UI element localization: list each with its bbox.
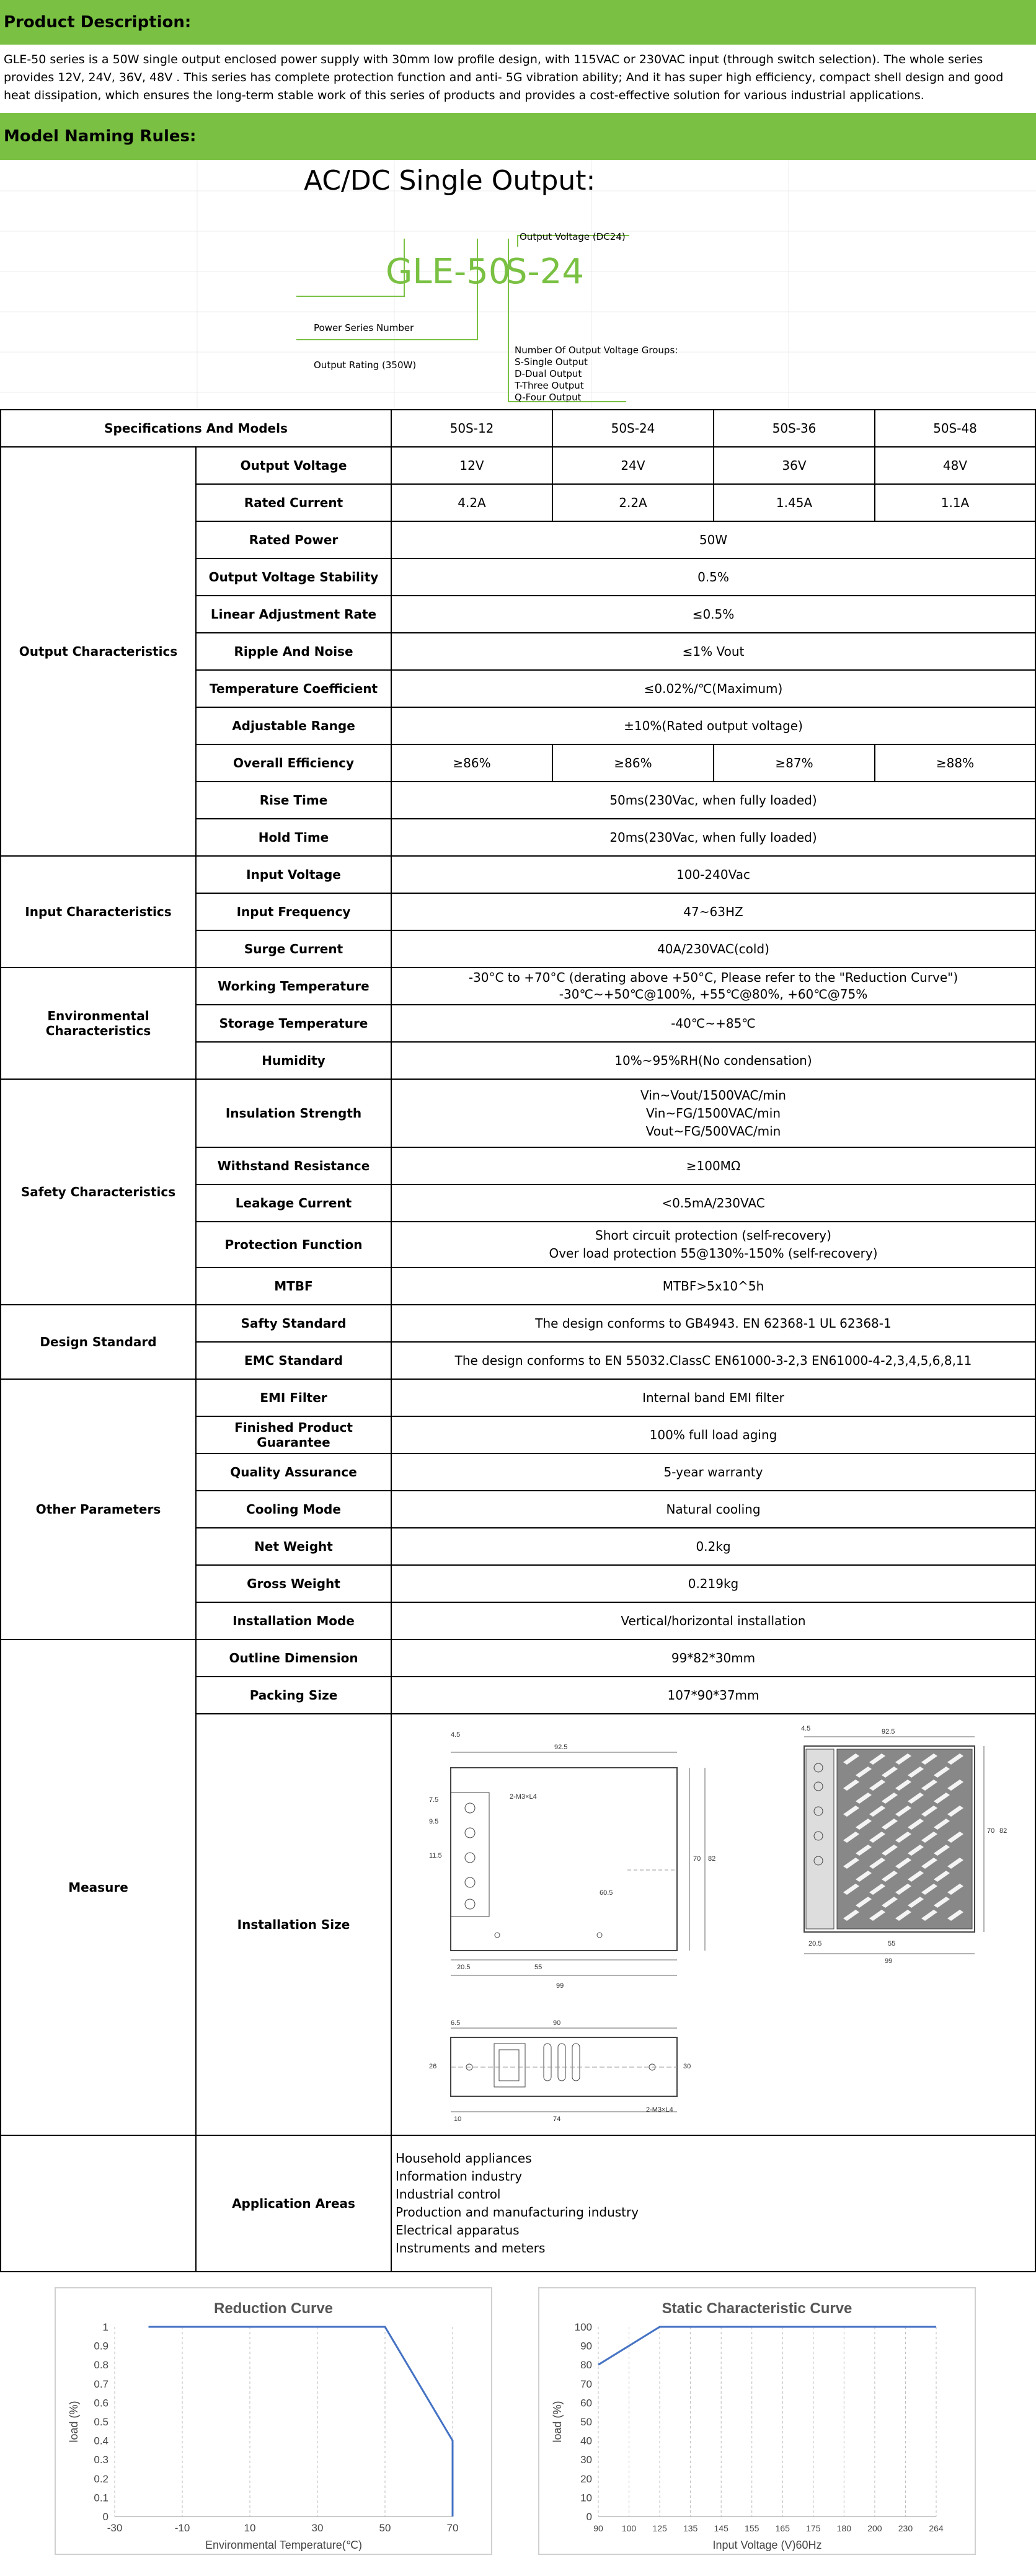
model-naming-heading [0, 113, 1036, 160]
dim-label: 92.5 [554, 1744, 568, 1751]
application-item: Electrical apparatus [396, 2223, 520, 2238]
x-tick-label: 165 [775, 2523, 790, 2533]
groups-line: T-Three Output [515, 380, 584, 391]
y-tick-label: 1 [102, 2321, 108, 2333]
dim-label: 30 [683, 2063, 691, 2070]
x-tick-label: -30 [107, 2522, 123, 2534]
dim-label: 20.5 [457, 1964, 471, 1971]
cell-value: 10%~95%RH(No condensation) [391, 1042, 1035, 1079]
cell-line: -30°C to +70°C (derating above +50°C, Please refer to the "Reduction Curve") [468, 970, 959, 985]
cell-value: 99*82*30mm [391, 1639, 1035, 1677]
dim-label: 60.5 [600, 1889, 613, 1897]
row-label: Ripple And Noise [196, 633, 391, 670]
dim-label: 90 [553, 2019, 561, 2027]
x-axis-label: Environmental Temperature(℃) [205, 2539, 362, 2551]
cell-value: 50ms(230Vac, when fully loaded) [391, 782, 1035, 819]
table-row [1, 447, 1035, 484]
application-item: Household appliances [396, 2151, 532, 2166]
row-label: Gross Weight [196, 1565, 391, 1602]
chart-title: Reduction Curve [213, 2300, 334, 2317]
x-tick-label: 175 [806, 2523, 821, 2533]
cell-line: Vout~FG/500VAC/min [645, 1123, 781, 1139]
cell-value: ≥88% [875, 744, 1035, 782]
output-voltage-label: Output Voltage (DC24) [520, 231, 626, 242]
row-label: Overall Efficiency [196, 744, 391, 782]
output-groups-list [515, 345, 678, 404]
x-tick-label: -10 [174, 2522, 190, 2534]
groups-line: Q-Four Output [515, 392, 582, 403]
x-tick-label: 50 [379, 2522, 391, 2534]
row-label: Surge Current [196, 930, 391, 968]
cell-value: 24V [552, 447, 714, 484]
spec-header-label: Specifications And Models [1, 410, 391, 447]
row-label: Protection Function [196, 1222, 391, 1268]
cell-value: 2.2A [552, 484, 714, 521]
cell-line: -30℃~+50℃@100%, +55℃@80%, +60℃@75% [559, 987, 868, 1002]
cell-value [391, 968, 1035, 1005]
cell-value: 20ms(230Vac, when fully loaded) [391, 819, 1035, 856]
cell-value: ≥87% [714, 744, 875, 782]
row-label: Packing Size [196, 1677, 391, 1714]
x-tick-label: 70 [446, 2522, 459, 2534]
y-tick-label: 0.9 [94, 2340, 108, 2352]
y-tick-label: 0.6 [94, 2397, 108, 2409]
table-row [1, 968, 1035, 1005]
product-description-heading [0, 0, 1036, 45]
cell-value: 4.2A [391, 484, 552, 521]
x-tick-label: 100 [621, 2523, 637, 2533]
naming-title: AC/DC Single Output: [304, 165, 596, 196]
cell-value [391, 1079, 1035, 1147]
cell-value: Internal band EMI filter [391, 1379, 1035, 1416]
cell-value: The design conforms to GB4943. EN 62368-1 UL 62368-1 [391, 1305, 1035, 1342]
cell-value: 40A/230VAC(cold) [391, 930, 1035, 968]
cell-value: 47~63HZ [391, 893, 1035, 930]
model-code-series: GLE-50 [386, 252, 511, 292]
chart-title: Static Characteristic Curve [662, 2300, 852, 2317]
row-label: Working Temperature [196, 968, 391, 1005]
dim-label: 20.5 [808, 1940, 822, 1947]
series-line [598, 2327, 936, 2365]
dim-label: 9.5 [429, 1818, 439, 1825]
row-label: Output Voltage [196, 447, 391, 484]
front-view-drawing [429, 1731, 715, 1990]
cell-value: 1.45A [714, 484, 875, 521]
installation-drawings [392, 1715, 1032, 2134]
row-label: EMI Filter [196, 1379, 391, 1416]
y-tick-label: 0.1 [94, 2492, 108, 2504]
cell-value: 5-year warranty [391, 1453, 1035, 1491]
cell-value: 36V [714, 447, 875, 484]
dim-label: 11.5 [429, 1852, 442, 1859]
naming-diagram [0, 160, 1036, 409]
cell-value: 48V [875, 447, 1035, 484]
row-label: Application Areas [196, 2135, 391, 2272]
row-label: Input Frequency [196, 893, 391, 930]
model-naming-heading-text: Model Naming Rules: [4, 127, 197, 146]
dim-label: 99 [556, 1982, 564, 1990]
cell-value [391, 1222, 1035, 1268]
row-label: Leakage Current [196, 1184, 391, 1222]
category-input: Input Characteristics [1, 856, 196, 968]
dim-label: 92.5 [882, 1728, 895, 1736]
x-tick-label: 180 [836, 2523, 852, 2533]
reduction-curve-svg [56, 2288, 491, 2554]
x-tick-label: 90 [593, 2523, 603, 2533]
cell-value: ≥86% [552, 744, 714, 782]
cell-line: Vin~Vout/1500VAC/min [640, 1087, 786, 1103]
row-label: Output Voltage Stability [196, 558, 391, 596]
row-label: EMC Standard [196, 1342, 391, 1379]
row-label: Withstand Resistance [196, 1147, 391, 1184]
model-50s-12: 50S-12 [391, 410, 552, 447]
y-tick-label: 0.7 [94, 2378, 108, 2390]
row-label: Installation Size [196, 1714, 391, 2135]
groups-line: S-Single Output [515, 356, 588, 368]
cell-value: The design conforms to EN 55032.ClassC EN61000-3-2,3 EN61000-4-2,3,4,5,6,8,11 [391, 1342, 1035, 1379]
row-label: Input Voltage [196, 856, 391, 893]
output-rating-label: Output Rating (350W) [314, 359, 417, 371]
cell-line: Vin~FG/1500VAC/min [645, 1105, 781, 1121]
x-tick-label: 10 [244, 2522, 256, 2534]
model-code-output: S-24 [505, 252, 585, 292]
dim-label: 6.5 [451, 2019, 461, 2027]
dim-label: 10 [454, 2115, 462, 2123]
y-tick-label: 100 [574, 2321, 592, 2333]
y-tick-label: 0.4 [94, 2435, 108, 2447]
table-row [1, 1379, 1035, 1416]
table-row [1, 2135, 1035, 2272]
cell-line: Short circuit protection (self-recovery) [595, 1228, 831, 1243]
cell-value: Vertical/horizontal installation [391, 1602, 1035, 1639]
category-design: Design Standard [1, 1305, 196, 1379]
category-environment: Environmental Characteristics [1, 968, 196, 1079]
category-other: Other Parameters [1, 1379, 196, 1639]
groups-line: D-Dual Output [515, 368, 582, 379]
x-tick-label: 230 [898, 2523, 913, 2533]
category-safety: Safety Characteristics [1, 1079, 196, 1305]
dim-label: 74 [553, 2115, 561, 2123]
reduction-curve-chart [55, 2287, 492, 2555]
x-tick-label: 125 [652, 2523, 667, 2533]
y-tick-label: 40 [580, 2435, 592, 2447]
row-label: Quality Assurance [196, 1453, 391, 1491]
row-label: Rise Time [196, 782, 391, 819]
row-label: Hold Time [196, 819, 391, 856]
static-characteristic-chart [538, 2287, 976, 2555]
model-50s-48: 50S-48 [875, 410, 1035, 447]
y-tick-label: 10 [580, 2492, 592, 2504]
row-label: Storage Temperature [196, 1005, 391, 1042]
dim-label: 82 [708, 1855, 716, 1863]
model-50s-24: 50S-24 [552, 410, 714, 447]
application-list [391, 2135, 1035, 2272]
cell-value: ≤0.02%/℃(Maximum) [391, 670, 1035, 707]
cell-value: 0.2kg [391, 1528, 1035, 1565]
x-tick-label: 30 [311, 2522, 324, 2534]
row-label: Finished Product Guarantee [196, 1416, 391, 1453]
cell-value: 0.5% [391, 558, 1035, 596]
dim-label: 99 [885, 1957, 893, 1965]
row-label: MTBF [196, 1268, 391, 1305]
power-series-label: Power Series Number [314, 322, 414, 333]
category-empty [1, 2135, 196, 2272]
cell-value: 12V [391, 447, 552, 484]
dim-label: 7.5 [429, 1796, 439, 1804]
cell-value: 0.219kg [391, 1565, 1035, 1602]
y-axis-label: load (%) [551, 2401, 564, 2443]
static-characteristic-svg [539, 2288, 975, 2554]
cell-value: ≥86% [391, 744, 552, 782]
category-output: Output Characteristics [1, 447, 196, 856]
y-tick-label: 0.8 [94, 2359, 108, 2371]
application-item: Production and manufacturing industry [396, 2205, 639, 2220]
cell-value: MTBF>5x10^5h [391, 1268, 1035, 1305]
row-label: Installation Mode [196, 1602, 391, 1639]
product-description-heading-text: Product Description: [4, 13, 192, 32]
dim-label: 4.5 [451, 1731, 461, 1739]
cell-value: 100-240Vac [391, 856, 1035, 893]
y-tick-label: 0 [586, 2511, 592, 2523]
y-tick-label: 70 [580, 2378, 592, 2390]
row-label: Insulation Strength [196, 1079, 391, 1147]
application-item: Information industry [396, 2169, 523, 2184]
dim-label: 82 [999, 1827, 1007, 1835]
cell-value: 107*90*37mm [391, 1677, 1035, 1714]
row-label: Adjustable Range [196, 707, 391, 744]
y-tick-label: 0.3 [94, 2454, 108, 2466]
dim-label: 4.5 [801, 1725, 811, 1732]
row-label: Cooling Mode [196, 1491, 391, 1528]
row-label: Rated Current [196, 484, 391, 521]
table-row [1, 1305, 1035, 1342]
y-tick-label: 60 [580, 2397, 592, 2409]
row-label: Linear Adjustment Rate [196, 596, 391, 633]
cell-value: 1.1A [875, 484, 1035, 521]
groups-line: Number Of Output Voltage Groups: [515, 345, 678, 356]
row-label: Rated Power [196, 521, 391, 558]
y-tick-label: 0 [102, 2511, 108, 2523]
product-description-text: GLE-50 series is a 50W single output enclosed power supply with 30mm low profile design, with 115VAC or 230VAC input (through switch selection). The whole series provides 12V, 24V, 36V, 48V . This series has complete protection function and anti- 5G vibration ability; And it has super high efficiency, compact shell design and good heat dissipation, which ensures the long-term stable work of this series of products and provides a cost-effective solution for various industrial applications. [4, 53, 1004, 102]
x-tick-label: 145 [714, 2523, 728, 2533]
cell-line: Over load protection 55@130%-150% (self-recovery) [549, 1246, 878, 1261]
installation-drawings-cell [391, 1714, 1035, 2135]
row-label: Safty Standard [196, 1305, 391, 1342]
vent-view-drawing [801, 1725, 1007, 1965]
cell-value: 50W [391, 521, 1035, 558]
model-50s-36: 50S-36 [714, 410, 875, 447]
dim-label: 70 [987, 1827, 995, 1835]
dim-label: 55 [534, 1964, 542, 1971]
row-label: Net Weight [196, 1528, 391, 1565]
dim-label: 70 [693, 1855, 701, 1863]
cell-value: ≤1% Vout [391, 633, 1035, 670]
cell-value: ≤0.5% [391, 596, 1035, 633]
table-row [1, 1639, 1035, 1677]
row-label: Temperature Coefficient [196, 670, 391, 707]
application-item: Industrial control [396, 2187, 501, 2202]
cell-value: ≥100MΩ [391, 1147, 1035, 1184]
table-row [1, 410, 1035, 447]
y-tick-label: 90 [580, 2340, 592, 2352]
cell-value: 100% full load aging [391, 1416, 1035, 1453]
category-measure: Measure [1, 1639, 196, 2135]
y-tick-label: 0.2 [94, 2472, 108, 2485]
spec-table [0, 409, 1036, 2272]
table-row [1, 856, 1035, 893]
y-axis-label: load (%) [68, 2401, 80, 2443]
x-tick-label: 200 [867, 2523, 882, 2533]
row-label: Outline Dimension [196, 1639, 391, 1677]
series-line [149, 2327, 453, 2516]
dim-label: 2-M3×L4 [646, 2106, 673, 2114]
y-tick-label: 20 [580, 2472, 592, 2485]
x-axis-label: Input Voltage (V)60Hz [712, 2539, 822, 2551]
cell-value: <0.5mA/230VAC [391, 1184, 1035, 1222]
dim-label: 55 [888, 1940, 896, 1947]
cell-value: Natural cooling [391, 1491, 1035, 1528]
dim-label: 2-M3×L4 [510, 1793, 537, 1801]
dim-label: 26 [429, 2063, 437, 2070]
table-row [1, 1079, 1035, 1147]
side-view-drawing [429, 2019, 691, 2123]
application-item: Instruments and meters [396, 2241, 546, 2256]
y-tick-label: 30 [580, 2454, 592, 2466]
cell-value: -40℃~+85℃ [391, 1005, 1035, 1042]
y-tick-label: 0.5 [94, 2416, 108, 2428]
cell-value: ±10%(Rated output voltage) [391, 707, 1035, 744]
x-tick-label: 264 [929, 2523, 944, 2533]
x-tick-label: 155 [745, 2523, 759, 2533]
y-tick-label: 50 [580, 2416, 592, 2428]
x-tick-label: 135 [683, 2523, 698, 2533]
row-label: Humidity [196, 1042, 391, 1079]
y-tick-label: 80 [580, 2359, 592, 2371]
